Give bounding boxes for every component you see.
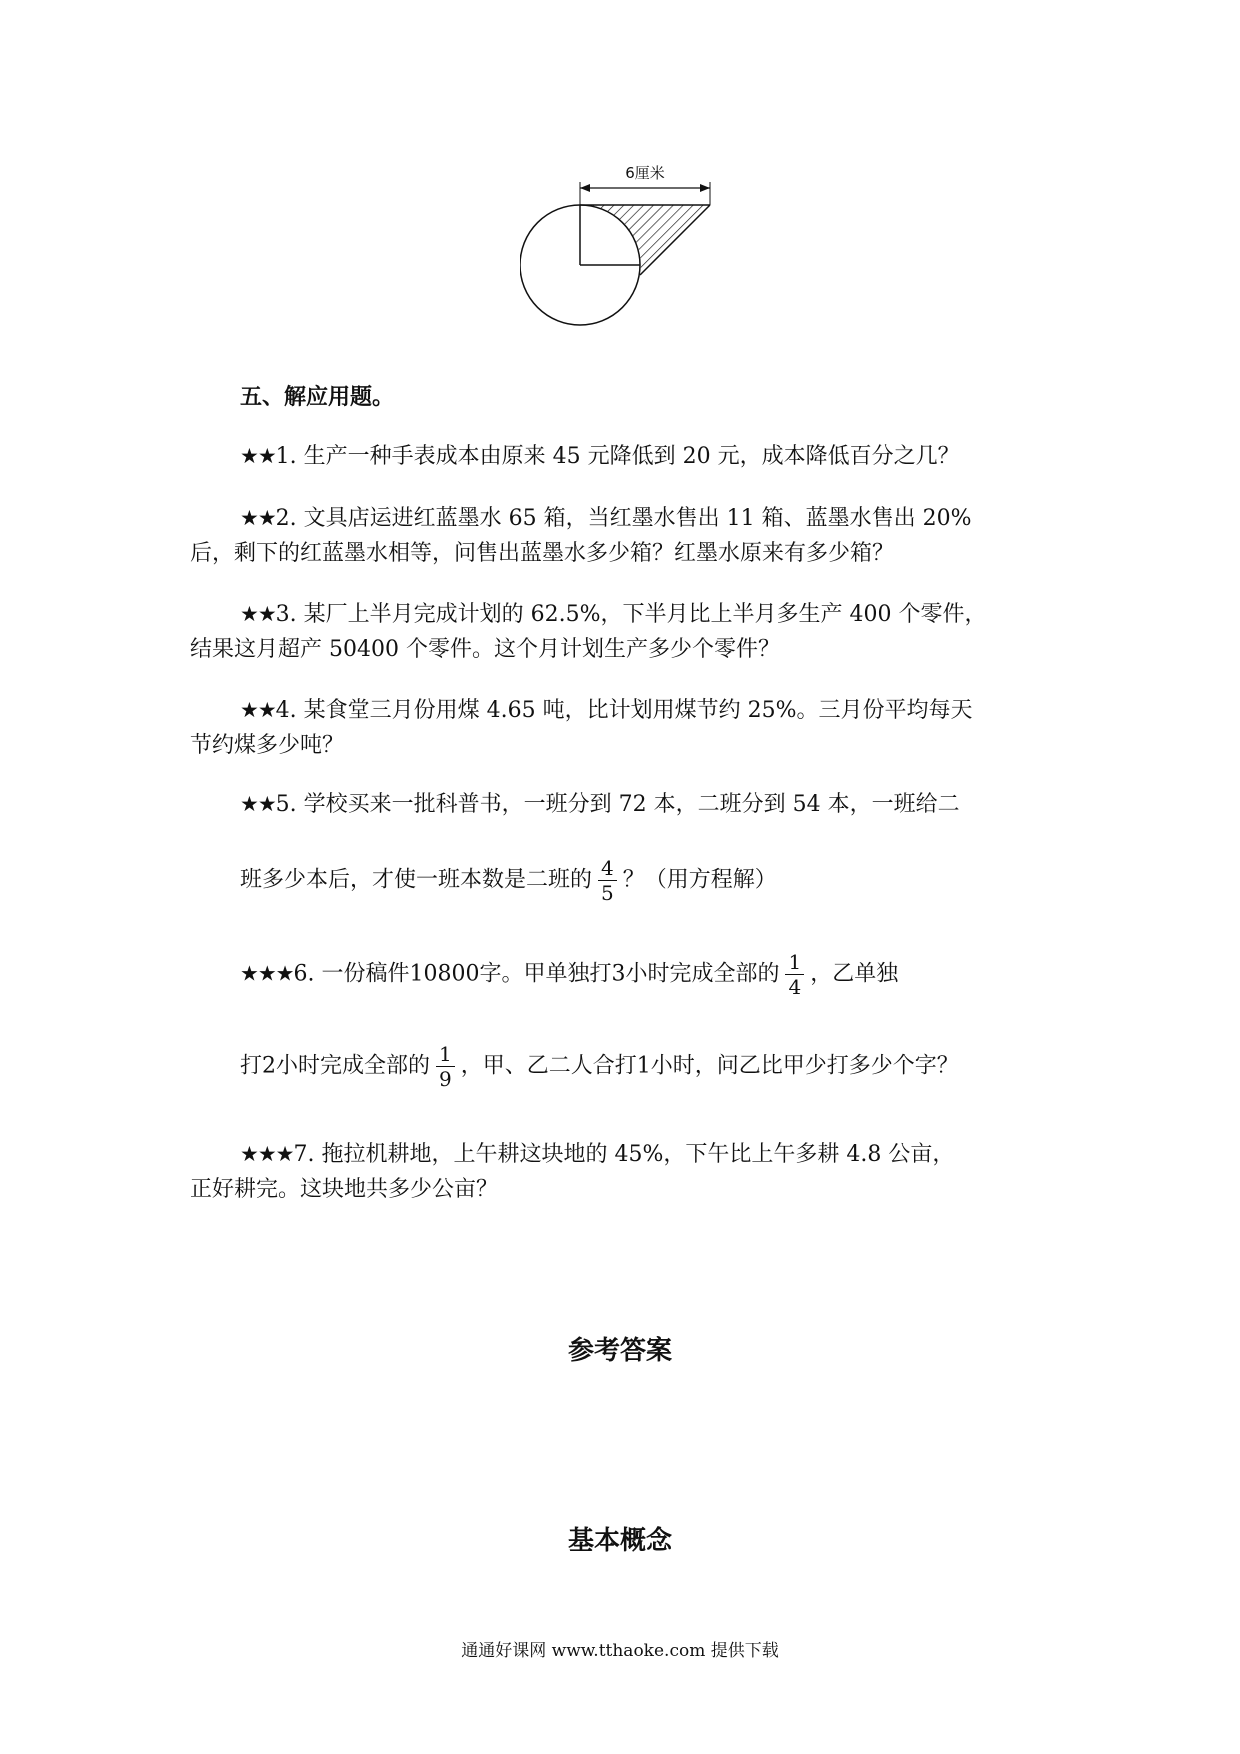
- difficulty-stars: ★★★: [240, 1142, 294, 1166]
- problem-text: 7. 拖拉机耕地，上午耕这块地的 45%，下午比上午多耕 4.8 公亩，: [293, 1142, 955, 1167]
- problem-text: 班多少本后，才使一班本数是二班的: [240, 867, 593, 893]
- problem-6-line-1: [240, 950, 898, 999]
- problem-4-line-2: 节约煤多少吨？: [190, 733, 345, 758]
- difficulty-stars: ★★★: [240, 961, 294, 986]
- figure-svg: [520, 160, 740, 340]
- problem-4-line-1: [240, 692, 973, 729]
- answers-heading: 参考答案: [567, 1336, 672, 1366]
- problem-7-line-2: 正好耕完。这块地共多少公亩？: [190, 1177, 499, 1202]
- section-title: 五、解应用题。: [240, 384, 395, 410]
- problem-5-line-1: [240, 786, 960, 823]
- fraction-numerator: 4: [598, 856, 617, 881]
- problem-2-line-2: 后，剩下的红蓝墨水相等，问售出蓝墨水多少箱？红墨水原来有多少箱？: [190, 541, 895, 566]
- fraction-numerator: 1: [785, 950, 804, 975]
- problem-5-line-2: [240, 856, 777, 905]
- difficulty-stars: ★★: [240, 792, 276, 816]
- problem-3-line-1: [240, 596, 987, 633]
- dimension-arrow-left: [580, 184, 590, 192]
- fraction-one-ninth: [436, 1042, 455, 1091]
- concepts-heading: 基本概念: [567, 1526, 672, 1556]
- fraction-denominator: 4: [788, 975, 802, 999]
- fraction-denominator: 5: [601, 881, 614, 905]
- problem-text: 4. 某食堂三月份用煤 4.65 吨，比计划用煤节约 25%。三月份平均每天: [275, 698, 973, 723]
- difficulty-stars: ★★: [240, 602, 276, 626]
- difficulty-stars: ★★: [240, 506, 276, 530]
- fraction-denominator: 9: [439, 1067, 452, 1091]
- problem-text: 3. 某厂上半月完成计划的 62.5%，下半月比上半月多生产 400 个零件，: [275, 602, 987, 627]
- problem-text: ，甲、乙二人合打1小时，问乙比甲少打多少个字？: [460, 1053, 959, 1079]
- dimension-label: 6厘米: [625, 164, 665, 182]
- difficulty-stars: ★★: [240, 698, 276, 722]
- problem-text: 1. 生产一种手表成本由原来 45 元降低到 20 元，成本降低百分之几？: [275, 444, 960, 469]
- problem-text: ？（用方程解）: [622, 867, 777, 893]
- difficulty-stars: ★★: [240, 444, 276, 468]
- problem-text: 2. 文具店运进红蓝墨水 65 箱，当红墨水售出 11 箱、蓝墨水售出 20%: [275, 506, 972, 531]
- problem-6-line-2: [240, 1042, 959, 1091]
- problem-text: 5. 学校买来一批科普书，一班分到 72 本，二班分到 54 本，一班给二: [275, 792, 960, 817]
- problem-1-line-1: [240, 438, 960, 475]
- problem-3-line-2: 结果这月超产 50400 个零件。这个月计划生产多少个零件？: [190, 637, 780, 662]
- fraction-one-quarter: [785, 950, 804, 999]
- problem-text: 6. 一份稿件10800字。甲单独打3小时完成全部的: [293, 961, 780, 987]
- problem-text: 打2小时完成全部的: [240, 1053, 430, 1079]
- page-footer: 通通好课网 www.tthaoke.com 提供下载: [461, 1641, 779, 1661]
- problem-text: ，乙单独: [810, 961, 899, 987]
- fraction-numerator: 1: [436, 1042, 455, 1067]
- fraction-four-fifths: [598, 856, 617, 905]
- problem-2-line-1: [240, 500, 972, 537]
- dimension-arrow-right: [700, 184, 710, 192]
- problem-7-line-1: [240, 1136, 954, 1173]
- circle-triangle-figure: [520, 160, 740, 340]
